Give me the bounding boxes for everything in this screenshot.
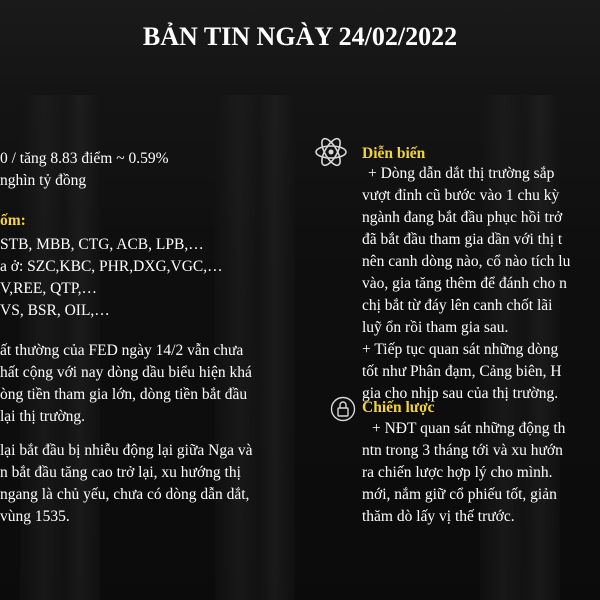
stock-line: STB, MBB, CTG, ACB, LPB,… [0, 236, 204, 253]
body-line: ntn trong 3 tháng tới và xu hướn [362, 442, 563, 459]
para-line: vùng 1535. [0, 508, 70, 525]
market-summary [0, 148, 169, 192]
para-line: ngang là chủ yếu, chưa có dòng dẫn dắt, [0, 486, 250, 503]
body-line: vào, gia tăng thêm để đánh cho n [362, 275, 567, 292]
stock-list [0, 234, 223, 322]
lock-icon [330, 396, 356, 422]
body-line: ra chiến lược hợp lý cho mình. [362, 464, 553, 481]
body-line: thăm dò lấy vị thế trước. [362, 508, 515, 525]
dien-bien-body [362, 163, 570, 405]
body-line: luỹ ổn rồi tham gia sau. [362, 319, 509, 336]
para-line: ất thường của FED ngày 14/2 vẫn chưa [0, 342, 244, 359]
stock-line: V,REE, QTP,… [0, 280, 98, 297]
dien-bien-heading: Diễn biến [362, 145, 426, 162]
chien-luoc-heading: Chiến lược [362, 399, 435, 416]
body-line: + Tiếp tục quan sát những dòng [362, 341, 559, 358]
body-line: gia cho nhịp sau của thị trường. [362, 385, 559, 402]
para-line: lại bắt đầu bị nhiễu động lại giữa Nga và [0, 442, 253, 459]
para-line: òng tiền tham gia lớn, dòng tiền bắt đầu [0, 386, 248, 403]
market-line: nghìn tỷ đồng [0, 172, 87, 189]
left-paragraph-1 [0, 340, 252, 428]
para-line: hất cộng với nay dòng dầu biểu hiện khá [0, 364, 252, 381]
body-line: nên canh dòng nào, cổ nào tích lu [362, 253, 571, 270]
body-line: + NĐT quan sát những động th [372, 420, 566, 437]
stock-line: a ở: SZC,KBC, PHR,DXG,VGC,… [0, 258, 223, 275]
body-line: vượt đỉnh cũ bước vào 1 chu kỳ [362, 187, 560, 204]
body-line: tốt như Phân đạm, Cảng biên, H [362, 363, 562, 380]
body-line: chị bắt từ đáy lên canh chốt lãi [362, 297, 553, 314]
body-line: ngành đang bắt đầu phục hồi trở [362, 209, 563, 226]
chien-luoc-body [362, 418, 565, 528]
para-line: lại thị trường. [0, 408, 86, 425]
para-line: n bắt đầu tăng cao trở lại, xu hướng thị [0, 464, 241, 481]
body-line: đã bắt đầu tham gia dần với thị t [362, 231, 563, 248]
page-title: BẢN TIN NGÀY 24/02/2022 [142, 22, 458, 51]
left-paragraph-2 [0, 440, 252, 528]
left-heading: ốm: [0, 212, 26, 229]
body-line: + Dòng dẫn dắt thị trường sắp [368, 165, 555, 182]
atom-icon [313, 134, 349, 170]
stock-line: VS, BSR, OIL,… [0, 302, 110, 319]
market-line: 0 / tăng 8.83 điểm ~ 0.59% [0, 150, 169, 167]
body-line: mới, nắm giữ cổ phiếu tốt, giản [362, 486, 557, 503]
